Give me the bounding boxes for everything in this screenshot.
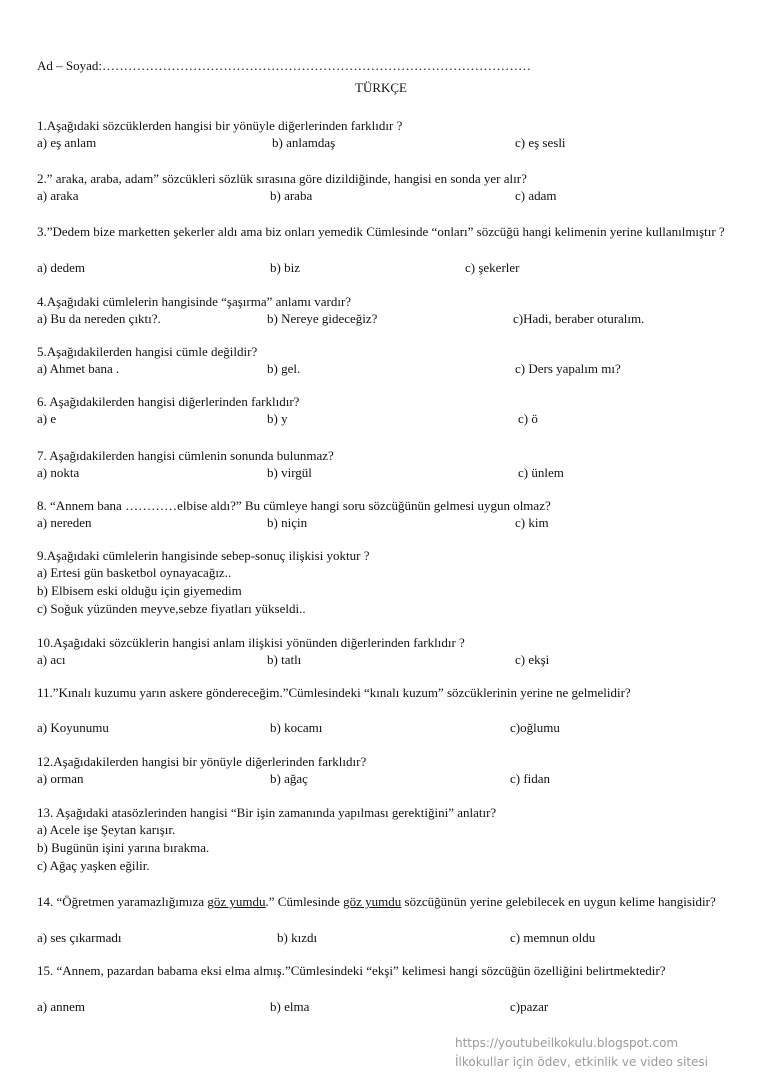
question-3-text: 3.”Dedem bize marketten şekerler aldı ama biz onları yemedik Cümlesinde “onları” sözcüğü hangi kelimenin yerine kullanılmıştır ? [37,224,725,239]
question-9-text: 9.Aşağıdaki cümlelerin hangisinde sebep-sonuç ilişkisi yoktur ? [37,548,370,563]
question-11-option-c: c)oğlumu [510,720,560,735]
question-11-option-a: a) Koyunumu [37,720,109,735]
question-10-option-c: c) ekşi [515,652,550,667]
question-7-text: 7. Aşağıdakilerden hangisi cümlenin sonunda bulunmaz? [37,448,334,463]
question-3-option-b: b) biz [270,260,300,275]
question-12-option-a: a) orman [37,771,84,786]
question-1-option-c: c) eş sesli [515,135,566,150]
question-5-text: 5.Aşağıdakilerden hangisi cümle değildir? [37,344,258,359]
question-14-underline-1: göz yumdu [207,894,266,909]
question-14-option-c: c) memnun oldu [510,930,596,945]
question-1-option-a: a) eş anlam [37,135,97,150]
question-9-option-a: a) Ertesi gün basketbol oynayacağız.. [37,565,232,580]
question-4-option-c: c)Hadi, beraber oturalım. [513,311,645,326]
question-11-option-b: b) kocamı [270,720,323,735]
question-12-option-c: c) fidan [510,771,551,786]
question-1-text: 1.Aşağıdaki sözcüklerden hangisi bir yönüyle diğerlerinden farklıdır ? [37,118,403,133]
question-4-option-b: b) Nereye gideceğiz? [267,311,378,326]
question-1-option-b: b) anlamdaş [272,135,336,150]
question-13-option-c: c) Ağaç yaşken eğilir. [37,858,150,873]
question-8-option-a: a) nereden [37,515,92,530]
question-14-text-middle: .” Cümlesinde [265,894,344,909]
page-title: TÜRKÇE [355,80,407,95]
question-13-text: 13. Aşağıdaki atasözlerinden hangisi “Bir işin zamanında yapılması gerektiğini” anlatır? [37,805,497,820]
question-2-option-c: c) adam [515,188,557,203]
question-5-option-b: b) gel. [267,361,301,376]
question-12-option-b: b) ağaç [270,771,308,786]
question-13-option-b: b) Bugünün işini yarına bırakma. [37,840,210,855]
question-14-option-a: a) ses çıkarmadı [37,930,122,945]
question-2-text: 2.” araka, araba, adam” sözcükleri sözlük sırasına göre dizildiğinde, hangisi en sonda yer alır? [37,171,527,186]
question-6-option-c: c) ö [518,411,538,426]
question-7-option-a: a) nokta [37,465,80,480]
question-5-option-c: c) Ders yapalım mı? [515,361,621,376]
question-14-text [37,893,737,910]
question-14-underline-2: göz yumdu [343,894,402,909]
name-line: Ad – Soyad:……………………………………………………………………………………… [37,58,531,73]
question-9-option-c: c) Soğuk yüzünden meyve,sebze fiyatları yükseldi.. [37,601,306,616]
question-14-option-b: b) kızdı [277,930,318,945]
question-15-option-a: a) annem [37,999,86,1014]
question-3-option-c: c) şekerler [465,260,520,275]
question-15-text: 15. “Annem, pazardan babama eksi elma almış.”Cümlesindeki “ekşi” kelimesi hangi sözcüğün özelliğini belirtmektedir? [37,963,666,978]
question-6-option-b: b) y [267,411,288,426]
question-8-text: 8. “Annem bana …………elbise aldı?” Bu cümleye hangi soru sözcüğünün gelmesi uygun olmaz? [37,498,551,513]
question-15-option-c: c)pazar [510,999,549,1014]
question-6-text: 6. Aşağıdakilerden hangisi diğerlerinden farklıdır? [37,394,300,409]
question-5-option-a: a) Ahmet bana . [37,361,120,376]
question-12-text: 12.Aşağıdakilerden hangisi bir yönüyle diğerlerinden farklıdır? [37,754,367,769]
question-14-text-before: 14. “Öğretmen yaramazlığımıza [37,894,208,909]
question-10-option-b: b) tatlı [267,652,302,667]
question-7-option-c: c) ünlem [518,465,564,480]
question-8-option-b: b) niçin [267,515,308,530]
question-10-option-a: a) acı [37,652,66,667]
question-14-text-after: sözcüğünün yerine gelebilecek en uygun kelime hangisidir? [401,894,716,909]
question-9-option-b: b) Elbisem eski olduğu için giyemedim [37,583,242,598]
question-4-text: 4.Aşağıdaki cümlelerin hangisinde “şaşırma” anlamı vardır? [37,294,352,309]
question-10-text: 10.Aşağıdaki sözcüklerin hangisi anlam ilişkisi yönünden diğerlerinden farklıdır ? [37,635,465,650]
question-11-text: 11.”Kınalı kuzumu yarın askere göndereceğim.”Cümlesindeki “kınalı kuzum” sözcüklerinin yerine ne gelmelidir? [37,685,631,700]
question-2-option-b: b) araba [270,188,313,203]
question-7-option-b: b) virgül [267,465,312,480]
question-15-option-b: b) elma [270,999,310,1014]
question-6-option-a: a) e [37,411,57,426]
watermark-tagline: İlkokullar için ödev, etkinlik ve video sitesi [455,1055,709,1069]
watermark-url: https://youtubeilkokulu.blogspot.com [455,1036,679,1050]
question-8-option-c: c) kim [515,515,549,530]
question-13-option-a: a) Acele işe Şeytan karışır. [37,822,176,837]
question-3-option-a: a) dedem [37,260,86,275]
question-4-option-a: a) Bu da nereden çıktı?. [37,311,161,326]
question-2-option-a: a) araka [37,188,79,203]
